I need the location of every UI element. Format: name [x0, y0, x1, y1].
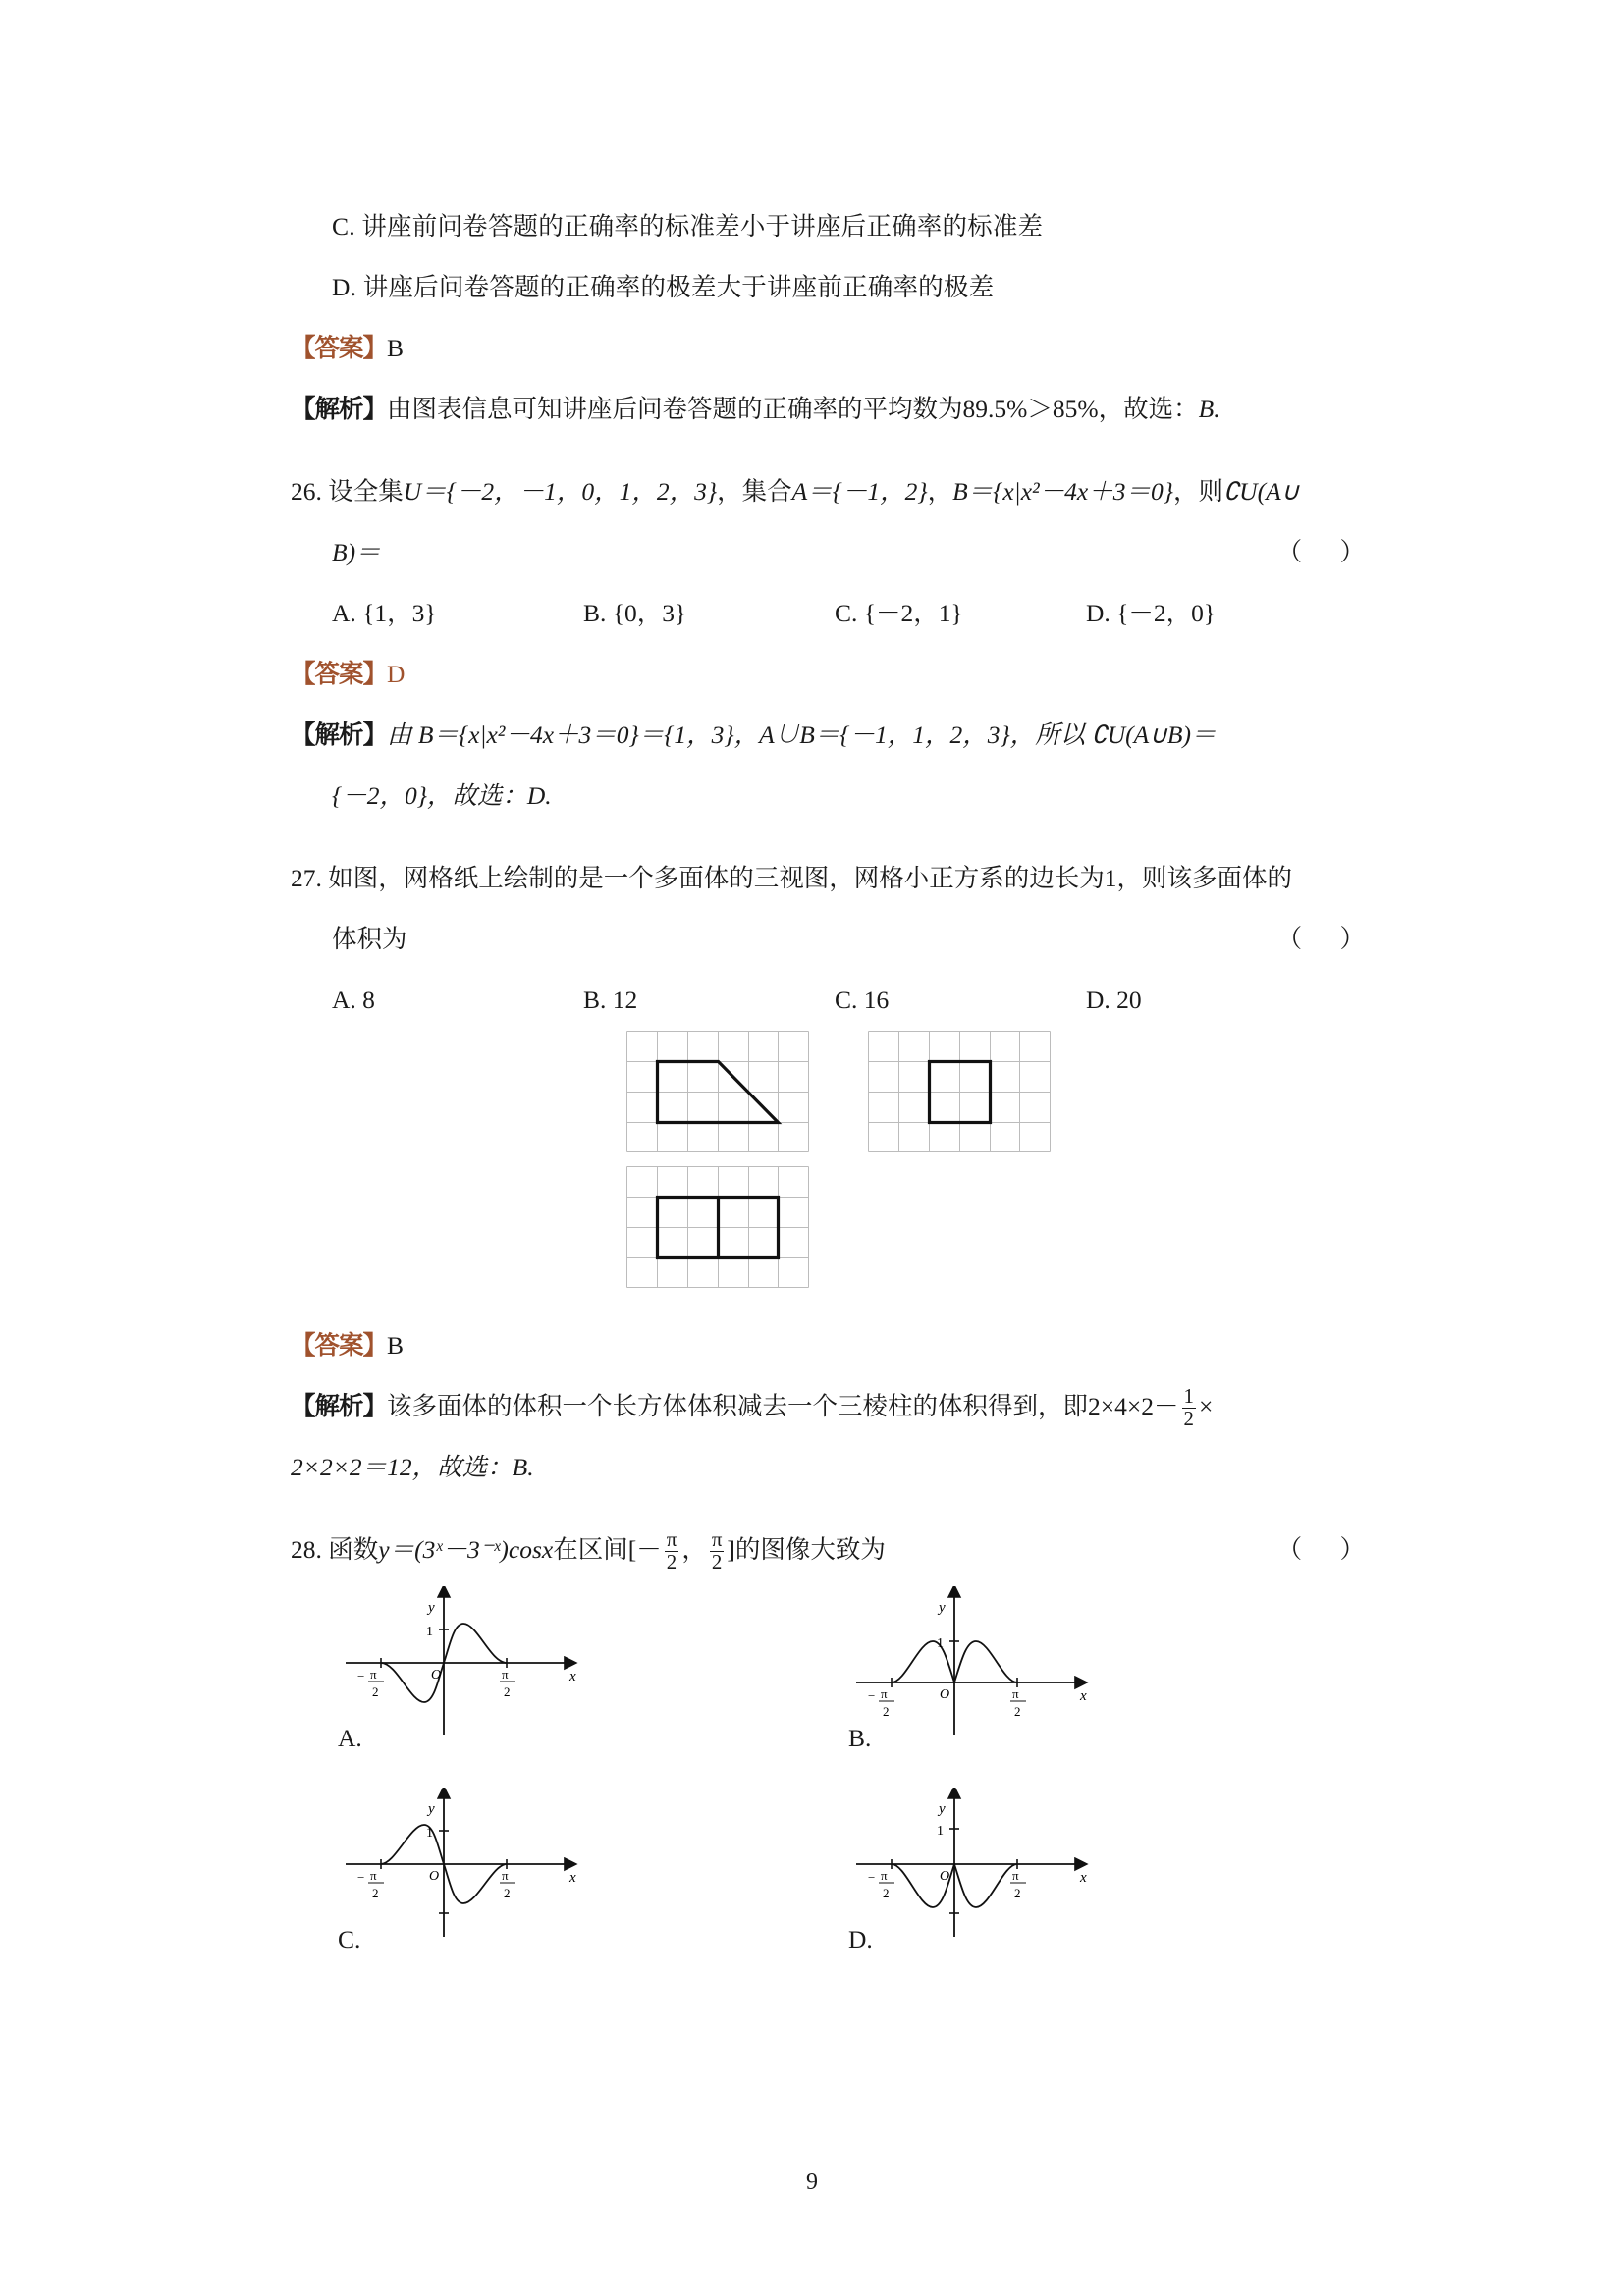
y-tick-1-label: 1: [426, 1826, 433, 1841]
q27-figure-row-top: [291, 1031, 1380, 1152]
front-view-grid-svg: [626, 1031, 809, 1152]
x-tick-pi2-num: π: [1012, 1686, 1019, 1701]
q26-math-4: ∁U(A∪: [1222, 477, 1300, 506]
q27-figure-row-bottom: [291, 1166, 1380, 1288]
x-tick-neg-pi2-num: π: [881, 1686, 888, 1701]
q27-number: 27.: [291, 864, 322, 892]
analysis-times: ×: [1199, 1392, 1214, 1420]
q26-choice-marks: （ ）: [1276, 538, 1380, 566]
q28-stem-3: 的图像大致为: [734, 1535, 886, 1564]
q27-analysis-line2: [291, 1437, 1380, 1498]
x-tick-pi2-den: 2: [1014, 1704, 1021, 1719]
answer-value: B: [387, 1331, 405, 1360]
q26-math-2: A＝{－1，2}: [791, 477, 928, 506]
x-tick-neg-pi2-num: π: [370, 1868, 377, 1883]
q28-option-c-graph[interactable]: [338, 1788, 583, 1953]
y-axis-label: y: [939, 1801, 946, 1817]
x-tick-pi2-den: 2: [504, 1684, 511, 1699]
q28-stem-1: 函数: [328, 1535, 379, 1564]
x-tick-neg-pi2-den: 2: [883, 1886, 890, 1900]
q26-math-3: B＝{x|x²－4x＋3＝0}: [952, 477, 1173, 506]
analysis-answer: B.: [1198, 395, 1220, 423]
q27-stem-text-2: 体积为: [332, 925, 407, 953]
top-view-grid-svg: [626, 1166, 809, 1288]
q26-option-d[interactable]: D. {－2，0}: [1086, 599, 1217, 627]
q28-number: 28.: [291, 1535, 322, 1564]
q28-interval-comma: ，: [681, 1535, 707, 1564]
x-tick-pi2-den: 2: [1014, 1886, 1021, 1900]
q28-label-a: A.: [338, 1724, 362, 1752]
q26-analysis-line2: [291, 766, 1380, 827]
x-tick-neg-pi2-den: 2: [372, 1684, 379, 1699]
x-axis-label: x: [569, 1669, 576, 1684]
answer-label: 【答案】: [291, 660, 388, 688]
x-tick-neg-pi2-label: −: [357, 1870, 365, 1885]
y-axis-label: y: [428, 1600, 435, 1616]
origin-label: O: [940, 1869, 950, 1884]
front-view-figure: [626, 1031, 809, 1152]
option-D-graph-svg: [848, 1788, 1094, 1945]
q28-option-a-graph[interactable]: [338, 1586, 583, 1752]
side-view-figure: [868, 1031, 1051, 1152]
q27-stem-text-1: 如图，网格纸上绘制的是一个多面体的三视图，网格小正方系的边长为1，则该多面体的: [328, 864, 1293, 892]
x-tick-neg-pi2-num: π: [881, 1868, 888, 1883]
q26-math-1: U＝{－2，－1，0，1，2，3}: [403, 477, 718, 506]
q27-options: [291, 970, 1380, 1031]
analysis-text-2: ，故选：: [1098, 395, 1199, 423]
q25-answer-row: [291, 318, 1380, 379]
x-tick-neg-pi2-label: −: [357, 1669, 365, 1683]
analysis-text-1: 由图表信息可知讲座后问卷答题的正确率的平均数为: [387, 395, 963, 423]
q28-interval-frac-right: [710, 1526, 725, 1574]
fraction-numerator: π: [666, 1526, 677, 1551]
q25-option-d: D. 讲座后问卷答题的正确率的极差大于讲座前正确率的极差: [332, 273, 995, 301]
q28-interval-frac-left: [665, 1526, 679, 1574]
q26-analysis-line1: [291, 705, 1380, 766]
q28-choice-marks: （ ）: [1276, 1535, 1380, 1564]
option-B-graph-svg: [848, 1586, 1094, 1743]
q27-answer-row: [291, 1315, 1380, 1376]
x-tick-neg-pi2-den: 2: [883, 1704, 890, 1719]
y-tick-1-label: 1: [937, 1824, 944, 1839]
q27-option-c[interactable]: C. 16: [835, 986, 890, 1014]
x-tick-neg-pi2-den: 2: [372, 1886, 379, 1900]
q28-interval-open: [－: [627, 1535, 662, 1564]
analysis-body-2: {－2，0}，故选：D.: [332, 781, 552, 810]
q27-stem-line1: [291, 848, 1380, 909]
q26-options: [291, 583, 1380, 644]
q26-answer-row: [291, 644, 1380, 705]
q26-stem-3: ，: [927, 477, 953, 506]
answer-value: D: [387, 660, 406, 688]
q25-analysis-row: [291, 379, 1380, 440]
analysis-text: 该多面体的体积一个长方体体积减去一个三棱柱的体积得到，即: [387, 1392, 1089, 1420]
analysis-label: 【解析】: [291, 721, 388, 749]
origin-label: O: [429, 1869, 440, 1884]
analysis-math: 89.5%＞85%: [962, 395, 1099, 423]
analysis-math: 2×4×2－: [1088, 1392, 1179, 1420]
q26-stem-1: 设全集: [328, 477, 404, 506]
q28-interval-close: ]: [727, 1535, 735, 1564]
fraction-denominator: 2: [710, 1551, 725, 1574]
x-tick-neg-pi2-label: −: [868, 1688, 876, 1703]
q28-option-b-graph[interactable]: [848, 1586, 1094, 1752]
origin-label: O: [431, 1668, 442, 1682]
q26-option-c[interactable]: C. {－2，1}: [835, 599, 963, 627]
q28-label-d: D.: [848, 1925, 873, 1953]
q27-stem-line2: [291, 909, 1380, 970]
side-view-grid-svg: [868, 1031, 1051, 1152]
q27-option-a[interactable]: A. 8: [332, 986, 375, 1014]
analysis-label: 【解析】: [291, 395, 388, 423]
q28-stem-2: 在区间: [553, 1535, 628, 1564]
q28-stem-line1: [291, 1520, 1380, 1580]
q27-analysis-line1: [291, 1376, 1380, 1437]
option-A-graph-svg: [338, 1586, 583, 1743]
q26-stem-line2-math: B)＝: [332, 538, 381, 566]
q26-number: 26.: [291, 477, 322, 506]
q27-option-b[interactable]: B. 12: [583, 986, 638, 1014]
top-view-figure: [626, 1166, 809, 1288]
x-tick-pi2-num: π: [502, 1868, 509, 1883]
analysis-body-2: 2×2×2＝12，故选：B.: [291, 1453, 534, 1481]
y-axis-label: y: [428, 1801, 435, 1817]
q26-stem-line2: [291, 522, 1380, 583]
q27-choice-marks: （ ）: [1276, 925, 1380, 953]
q26-stem-2: ，集合: [717, 477, 792, 506]
q28-label-c: C.: [338, 1925, 361, 1953]
fraction-numerator: 1: [1183, 1383, 1194, 1408]
answer-label: 【答案】: [291, 334, 388, 362]
q27-option-d[interactable]: D. 20: [1086, 986, 1142, 1014]
fraction-numerator: π: [711, 1526, 723, 1551]
q28-math: y＝(3ˣ－3⁻ˣ)cosx: [378, 1535, 554, 1564]
answer-value: B: [387, 334, 405, 362]
x-axis-label: x: [569, 1870, 576, 1886]
q28-graph-grid: [291, 1586, 1380, 1999]
x-tick-neg-pi2-label: −: [868, 1870, 876, 1885]
analysis-body: 由 B＝{x|x²－4x＋3＝0}＝{1，3}，A∪B＝{－1，1，2，3}，所以 ∁U(A∪B)＝: [387, 721, 1217, 749]
y-tick-1-label: 1: [426, 1625, 433, 1639]
option-C-graph-svg: [338, 1788, 583, 1945]
fraction-denominator: 2: [1183, 1406, 1194, 1430]
q28-option-d-graph[interactable]: [848, 1788, 1094, 1953]
analysis-label: 【解析】: [291, 1392, 388, 1420]
q26-stem-4: ，则: [1172, 477, 1223, 506]
q26-stem-line1: [291, 461, 1380, 522]
q26-option-b[interactable]: B. {0，3}: [583, 599, 687, 627]
x-tick-pi2-num: π: [1012, 1868, 1019, 1883]
origin-label: O: [940, 1687, 950, 1702]
page-number: 9: [806, 2169, 818, 2195]
fraction-denominator: 2: [665, 1551, 679, 1574]
analysis-fraction: [1182, 1383, 1196, 1430]
x-axis-label: x: [1080, 1688, 1087, 1704]
x-tick-neg-pi2-num: π: [370, 1667, 377, 1682]
q25-option-c: C. 讲座前问卷答题的正确率的标准差小于讲座后正确率的标准差: [332, 212, 1044, 240]
page-content: [291, 196, 1380, 1999]
x-tick-pi2-num: π: [502, 1667, 509, 1682]
y-axis-label: y: [939, 1600, 946, 1616]
q26-option-a[interactable]: A. {1，3}: [332, 599, 437, 627]
y-tick-1-label: 1: [937, 1636, 944, 1651]
x-tick-pi2-den: 2: [504, 1886, 511, 1900]
answer-label: 【答案】: [291, 1331, 388, 1360]
q28-label-b: B.: [848, 1724, 872, 1752]
x-axis-label: x: [1080, 1870, 1087, 1886]
